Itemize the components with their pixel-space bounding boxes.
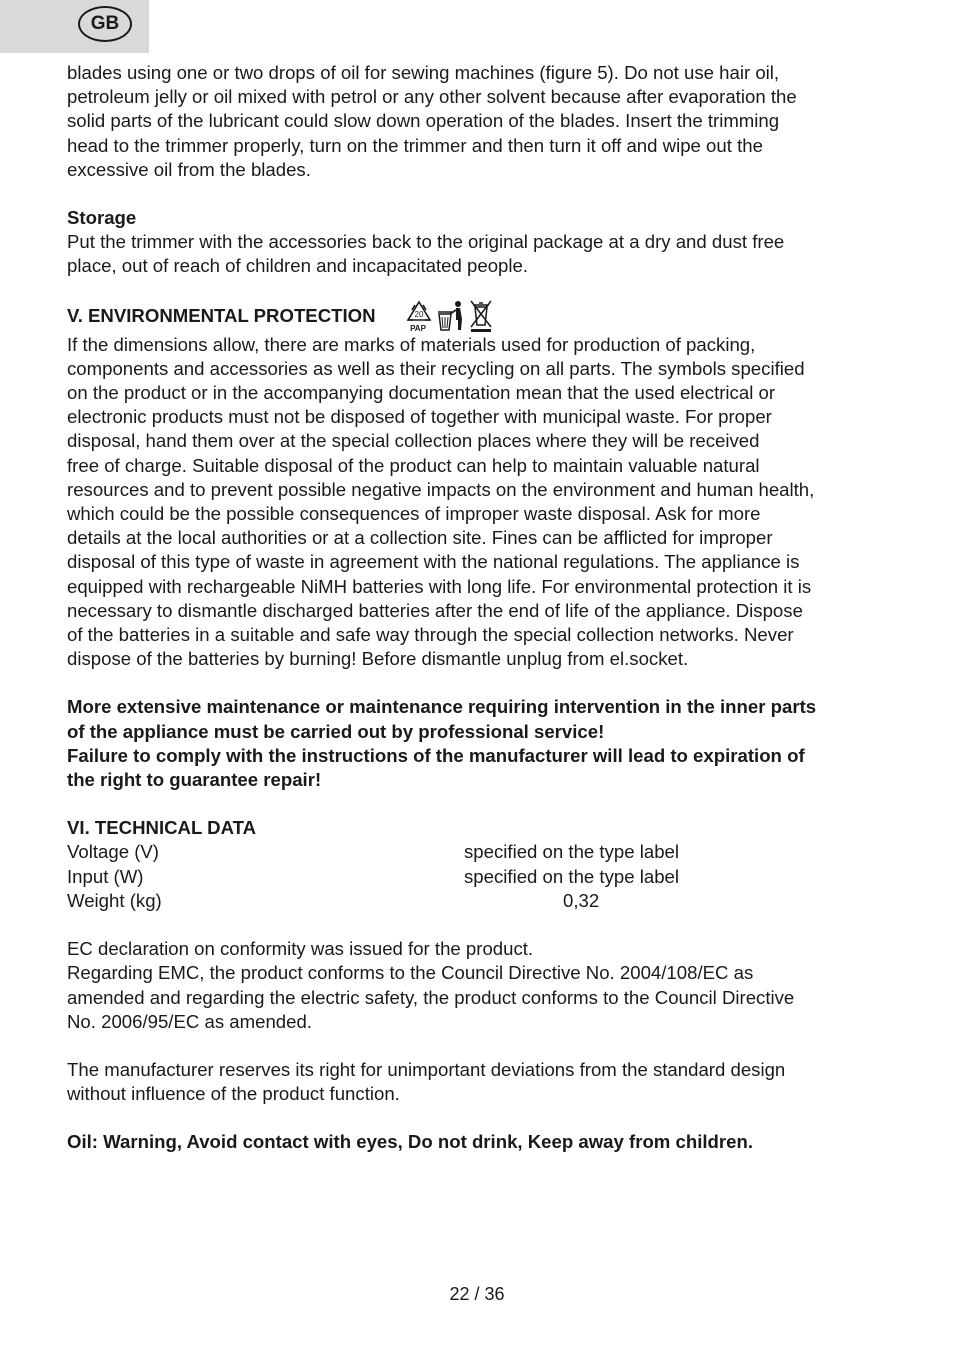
language-badge: GB <box>78 6 132 42</box>
text-line: free of charge. Suitable disposal of the product can help to maintain valuable natural <box>67 454 760 476</box>
warning-line: the right to guarantee repair! <box>67 769 322 791</box>
text-line: of the batteries in a suitable and safe way through the special collection networks. Never <box>67 624 794 646</box>
storage-section <box>67 206 897 279</box>
text-line: electronic products must not be disposed of together with municipal waste. For proper <box>67 406 772 428</box>
text-line: on the product or in the accompanying documentation mean that the used electrical or <box>67 382 776 404</box>
tech-row-weight <box>67 889 897 913</box>
text-line: necessary to dismantle discharged batteries after the end of life of the appliance. Dispose <box>67 599 803 621</box>
text-line: The manufacturer reserves its right for unimportant deviations from the standard design <box>67 1058 786 1080</box>
tech-value: specified on the type label <box>464 841 680 863</box>
service-warning <box>67 695 897 792</box>
text-line: details at the local authorities or at a collection site. Fines can be afflicted for improper <box>67 527 773 549</box>
tech-label: Input (W) <box>67 865 144 887</box>
text-line: excessive oil from the blades. <box>67 158 311 180</box>
language-tab <box>0 0 149 53</box>
text-line: EC declaration on conformity was issued for the product. <box>67 938 534 960</box>
text-line: head to the trimmer properly, turn on the trimmer and then turn it off and wipe out the <box>67 134 763 156</box>
text-line: without influence of the product function. <box>67 1083 400 1105</box>
page-content <box>67 61 897 1155</box>
text-line: place, out of reach of children and incapacitated people. <box>67 255 529 277</box>
warning-line: Failure to comply with the instructions of the manufacturer will lead to expiration of <box>67 744 805 766</box>
page-number: 22 / 36 <box>449 1284 505 1304</box>
text-line: If the dimensions allow, there are marks of materials used for production of packing, <box>67 333 756 355</box>
manufacturer-note <box>67 1058 897 1106</box>
recycle-pap-icon <box>404 299 434 333</box>
recycle-number: 20 <box>414 309 424 319</box>
intro-paragraph <box>67 61 897 182</box>
text-line: Put the trimmer with the accessories back to the original package at a dry and dust free <box>67 231 785 253</box>
technical-data-section <box>67 816 897 913</box>
person-bin-icon <box>436 299 466 333</box>
environment-heading: V. ENVIRONMENTAL PROTECTION <box>67 304 376 326</box>
text-line: dispose of the batteries by burning! Before dismantle unplug from el.socket. <box>67 648 689 670</box>
text-line: disposal, hand them over at the special collection places where they will be received <box>67 430 760 452</box>
tech-value: 0,32 <box>563 889 600 911</box>
text-line: blades using one or two drops of oil for sewing machines (figure 5). Do not use hair oil, <box>67 62 780 83</box>
technical-data-heading: VI. TECHNICAL DATA <box>67 817 257 839</box>
recycle-code: PAP <box>409 323 426 333</box>
tech-value: specified on the type label <box>464 865 680 887</box>
tech-label: Weight (kg) <box>67 889 162 911</box>
warning-line: More extensive maintenance or maintenance requiring intervention in the inner parts <box>67 696 817 718</box>
text-line: disposal of this type of waste in agreement with the national regulations. The appliance is <box>67 551 800 573</box>
text-line: amended and regarding the electric safety, the product conforms to the Council Directive <box>67 986 795 1008</box>
text-line: No. 2006/95/EC as amended. <box>67 1010 312 1032</box>
text-line: Regarding EMC, the product conforms to the Council Directive No. 2004/108/EC as <box>67 962 754 984</box>
environment-icons <box>404 299 494 333</box>
tech-row-input <box>67 865 897 889</box>
environment-section <box>67 299 897 672</box>
oil-warning: Oil: Warning, Avoid contact with eyes, Do not drink, Keep away from children. <box>67 1131 753 1153</box>
text-line: which could be the possible consequences of improper waste disposal. Ask for more <box>67 503 761 525</box>
crossed-bin-icon <box>468 299 494 333</box>
tech-label: Voltage (V) <box>67 841 159 863</box>
text-line: components and accessories as well as their recycling on all parts. The symbols specified <box>67 357 805 379</box>
text-line: equipped with rechargeable NiMH batteries with long life. For environmental protection it is <box>67 575 812 597</box>
environment-heading-row <box>67 299 897 333</box>
text-line: petroleum jelly or oil mixed with petrol or any other solvent because after evaporation the <box>67 86 797 108</box>
storage-heading: Storage <box>67 207 137 229</box>
text-line: resources and to prevent possible negative impacts on the environment and human health, <box>67 478 815 500</box>
declaration-paragraph <box>67 937 897 1034</box>
text-line: solid parts of the lubricant could slow down operation of the blades. Insert the trimming <box>67 110 780 132</box>
tech-row-voltage <box>67 840 897 864</box>
warning-line: of the appliance must be carried out by professional service! <box>67 720 605 742</box>
